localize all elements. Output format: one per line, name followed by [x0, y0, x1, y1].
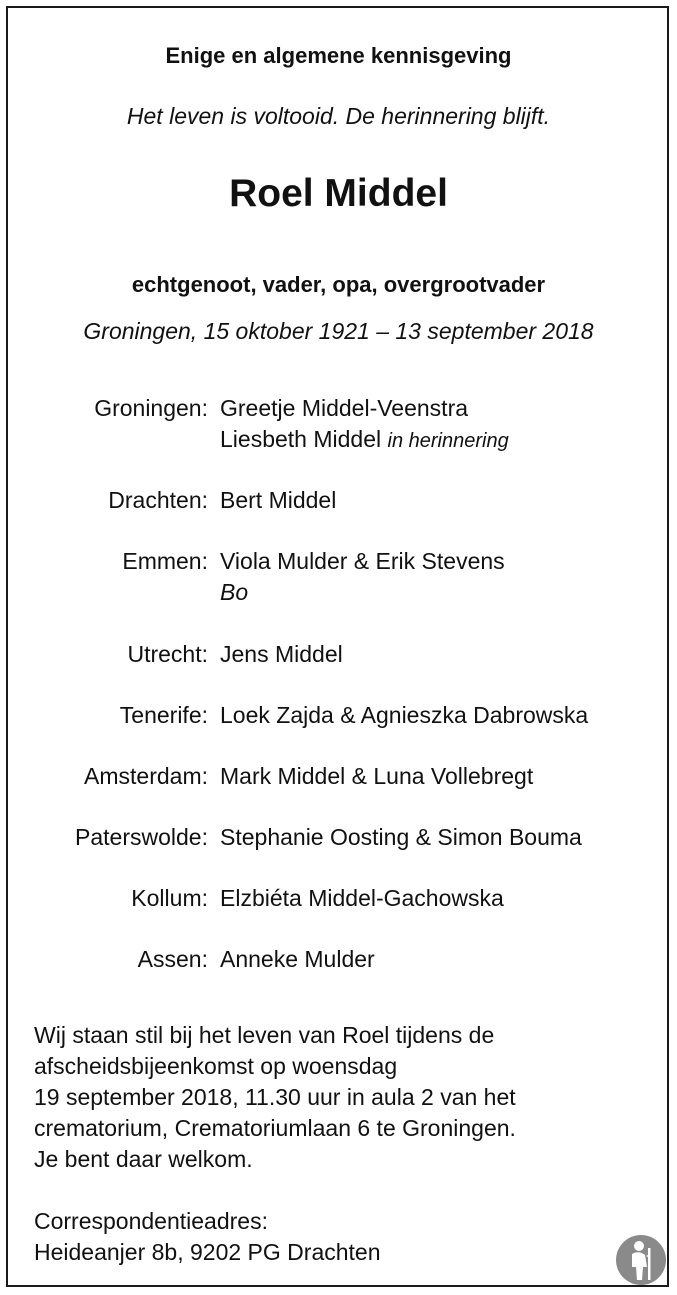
family-member: Liesbeth Middel: [220, 426, 382, 452]
family-place: Utrecht:: [127, 641, 208, 667]
family-place: Drachten:: [108, 487, 208, 513]
notice-heading: Enige en algemene kennisgeving: [165, 43, 512, 68]
family-members: Anneke Mulder: [220, 946, 375, 972]
remembrance-note: in herinnering: [387, 430, 509, 452]
family-member: Viola Mulder & Erik Stevens: [220, 548, 505, 574]
address-label: Correspondentieadres:: [34, 1208, 268, 1234]
correspondence-address: [34, 1206, 594, 1268]
family-place: Groningen:: [94, 395, 208, 421]
ceremony-announcement: [34, 1020, 644, 1175]
mourner-logo-icon: [615, 1234, 667, 1286]
announcement-line: 19 september 2018, 11.30 uur in aula 2 van het: [34, 1084, 516, 1110]
family-place: Amsterdam:: [84, 763, 208, 789]
family-members: Stephanie Oosting & Simon Bouma: [220, 824, 582, 850]
family-member: Greetje Middel-Veenstra: [220, 395, 469, 421]
announcement-line: crematorium, Crematoriumlaan 6 te Groningen.: [34, 1115, 516, 1141]
family-place: Kollum:: [131, 885, 208, 911]
announcement-line: Wij staan stil bij het leven van Roel tijdens de: [34, 1022, 495, 1048]
family-members: Mark Middel & Luna Vollebregt: [220, 763, 534, 789]
deceased-name: Roel Middel: [229, 172, 448, 215]
family-members: Bert Middel: [220, 487, 337, 513]
family-members: [220, 546, 505, 608]
family-members: Elzbiéta Middel-Gachowska: [220, 885, 504, 911]
family-members: Jens Middel: [220, 641, 343, 667]
family-members: [220, 393, 509, 457]
deceased-roles: echtgenoot, vader, opa, overgrootvader: [131, 272, 546, 297]
family-members: Loek Zajda & Agnieszka Dabrowska: [220, 702, 589, 728]
family-place: Emmen:: [122, 548, 208, 574]
address-value: Heideanjer 8b, 9202 PG Drachten: [34, 1239, 381, 1265]
family-place: Tenerife:: [119, 702, 208, 728]
family-place: Paterswolde:: [75, 824, 208, 850]
family-member-child: Bo: [220, 579, 249, 605]
announcement-line: afscheidsbijeenkomst op woensdag: [34, 1053, 398, 1079]
announcement-line: Je bent daar welkom.: [34, 1146, 253, 1172]
birth-death-dates: Groningen, 15 oktober 1921 – 13 september 2018: [83, 318, 594, 344]
notice-motto: Het leven is voltooid. De herinnering blijft.: [126, 103, 551, 129]
family-place: Assen:: [137, 946, 208, 972]
